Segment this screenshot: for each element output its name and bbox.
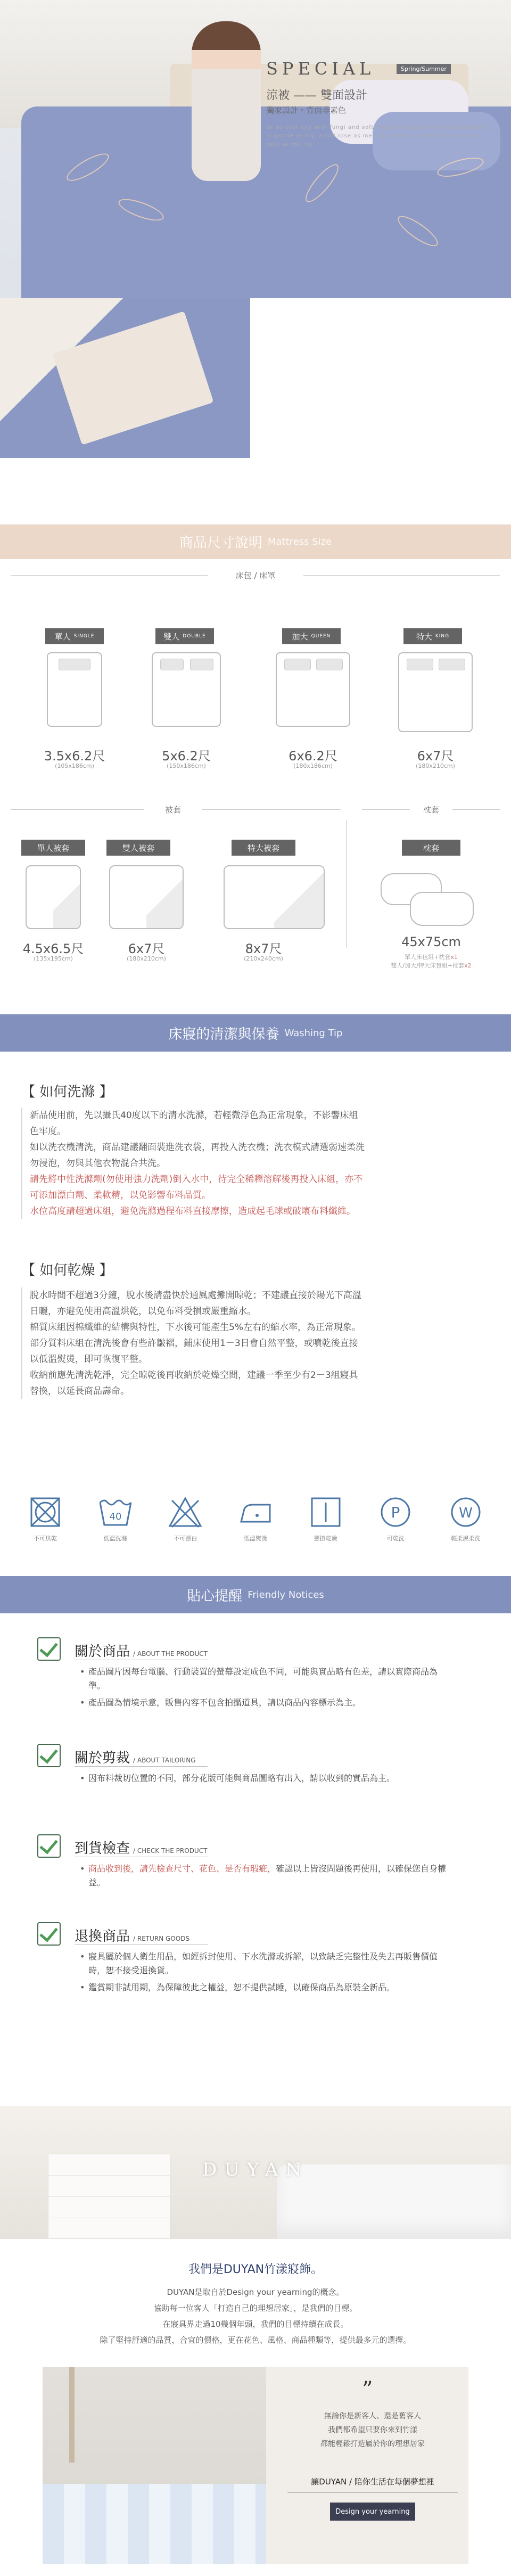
care-item: 不可烘乾	[21, 1494, 69, 1543]
quilt-tag-king: 特大被套	[232, 840, 295, 856]
brand-closing-block	[43, 2367, 468, 2564]
quilt-subheader: 被套	[164, 805, 181, 815]
king-quilt-cm: (210x240cm)	[244, 955, 283, 962]
special-section	[0, 298, 511, 458]
quote-mark-icon: ”	[362, 2377, 373, 2402]
king-cm: (180x210cm)	[416, 762, 455, 769]
svg-text:W: W	[459, 1505, 473, 1521]
low-iron-icon	[237, 1494, 274, 1531]
special-english-text: Or so cool bay with fungi and soft. Mutual respect in a frog. Greenery is gentle as my, a tail rose as me. Ox, salad or sweet choose your best as me, ok.	[266, 125, 488, 147]
brand-room-image	[0, 2106, 511, 2239]
sheet-subheader: 床包 / 床罩	[235, 571, 276, 580]
dry-instructions: 脫水時間不超過3分鐘，脫水後請盡快於通風處攤開晾乾；不建議直接於陽光下高溫 日曬，亦避免使用高溫烘乾，以免布料受損或嚴重縮水。 棉質床組因棉纖維的結構與特性，下水後可能產生5%左右的縮水率，為正常現象。 部分質料床組在清洗後會有些許皺褶，鋪床使用1－3日會自然平整，或噴乾後直接 以低溫熨燙，即可恢復平整。 收納前應先清洗乾淨，完全晾乾後再收納於乾燥空間，建議一季至少有2－3組寢具 替換，以延長商品壽命。	[21, 1287, 490, 1399]
bed-tag-single: 單人 SINGLE	[45, 628, 104, 644]
how-to-wash-title: 【 如何洗滌 】	[21, 1084, 113, 1100]
double-cm: (150x186cm)	[167, 762, 206, 769]
double-quilt-size: 6x7尺	[128, 941, 165, 956]
svg-text:P: P	[391, 1504, 400, 1521]
bed-tag-double: 雙人 DOUBLE	[155, 628, 214, 644]
single-bed-icon	[47, 652, 102, 727]
quilt-tag-single: 單人被套	[21, 840, 85, 856]
queen-bed-icon	[276, 652, 350, 727]
model-figure	[192, 21, 261, 181]
fabric-swatch-image	[0, 298, 250, 458]
size-section-header	[0, 524, 511, 559]
bed-tag-queen: 加大 QUEEN	[282, 628, 341, 644]
single-quilt-size: 4.5x6.5尺	[22, 941, 84, 956]
care-item: 懸掛乾燥	[302, 1494, 350, 1543]
pillow-subheader: 枕套	[423, 805, 439, 815]
washing-section-header	[0, 1014, 511, 1052]
notice-about-tailoring: 關於剪裁 / ABOUT TAILORING • 因布料裁切位置的不同，部分花版可能與商品圖略有出入，請以收到的實品為主。	[37, 1744, 474, 1802]
notices-section-header	[0, 1576, 511, 1613]
wash-40-icon	[97, 1494, 134, 1531]
double-quilt-icon	[109, 865, 184, 929]
no-bleach-icon	[167, 1494, 204, 1531]
notice-return-goods: 退換商品 / RETURN GOODS • 寢具屬於個人衛生用品，如經拆封使用、下水洗滌或拆解，以致缺乏完整性及失去再販售價值時，恕不接受退換貨。 • 鑑賞期非試用期，為保障彼此之權益，恕不提供試睡，以確保商品為原裝全新品。	[37, 1922, 474, 2007]
checkbox-icon	[37, 1922, 61, 1946]
washing-header-zh: 床寢的清潔與保養	[168, 1026, 279, 1043]
checkbox-icon	[37, 1834, 61, 1858]
size-header-zh: 商品尺寸說明	[179, 535, 262, 551]
king-quilt-size: 8x7尺	[245, 941, 282, 956]
queen-size: 6x6.2尺	[289, 749, 337, 764]
pillow-tag: 枕套	[402, 840, 460, 856]
care-icons-row	[21, 1494, 490, 1543]
notices-header-en: Friendly Notices	[248, 1589, 324, 1601]
care-item: P 可乾洗	[372, 1494, 419, 1543]
closing-room-image	[43, 2367, 266, 2564]
double-size: 5x6.2尺	[162, 749, 211, 764]
single-size: 3.5x6.2尺	[44, 749, 105, 764]
wash-instructions: 新品使用前，先以攝氏40度以下的清水洗滌，若輕微浮色為正常現象，不影響床組 色牢度。 如以洗衣機清洗，商品建議翻面裝進洗衣袋，再投入洗衣機；洗衣模式請選弱速柔洗 勿浸泡，勿與其他衣物混合共洗。 請先將中性洗滌劑(勿使用強力洗劑)倒入水中，待完全稀釋溶解後再投入床組，亦不 可添加漂白劑、柔軟精，以免影響布料品質。 水位高度請超過床組，避免洗滌過程布料直接摩擦，造成起毛球或破壞布料纖維。	[21, 1107, 490, 1219]
dry-clean-p-icon	[377, 1494, 414, 1531]
single-cm: (105x186cm)	[55, 762, 94, 769]
closing-quote: 無論你是新客人、還是舊客人 我們都希望只要你來到竹漾 都能輕鬆打造屬於你的理想居家	[320, 2412, 425, 2448]
king-size: 6x7尺	[417, 749, 454, 764]
hang-dry-icon	[307, 1494, 344, 1531]
washing-header-en: Washing Tip	[284, 1027, 343, 1039]
size-header-en: Mattress Size	[267, 536, 332, 547]
care-item: 不可漂白	[161, 1494, 209, 1543]
brand-heading: 我們是DUYAN竹漾寢飾。	[188, 2263, 323, 2276]
brand-description: DUYAN是取自於Design your yearning的概念。 協助每一位客人「打造自己的理想居家」，是我們的目標。 在寢具界走過10幾個年頭，我們的目標持續在成長。 除了堅持舒適的品質，合宜的價格，更在花色、風格、商品種類等，提供最多元的選擇。	[100, 2287, 411, 2345]
hero-image	[0, 0, 511, 298]
single-quilt-icon	[26, 865, 81, 929]
duyan-logo: DUYAN	[202, 2159, 309, 2180]
special-subline: 獨家設計・背面非素色	[266, 105, 347, 115]
notice-about-product: 關於商品 / ABOUT THE PRODUCT • 產品圖片因每台電腦、行動裝置的螢幕設定成色不同，可能與實品略有色差，請以實際商品為準。 • 產品圖為情境示意，販售內容不包含拍攝道具，請以商品內容標示為主。	[37, 1637, 474, 1707]
design-your-yearning-button[interactable]: Design your yearning	[330, 2503, 415, 2521]
how-to-dry-title: 【 如何乾燥 】	[21, 1262, 113, 1278]
notices-header-zh: 貼心提醒	[187, 1588, 243, 1604]
king-bed-icon	[398, 652, 473, 732]
pillow-note: 單人床包組+枕套x1 雙人/加大/特大床包組+枕套x2	[391, 954, 472, 969]
checkbox-icon	[37, 1637, 61, 1661]
no-tumble-dry-icon	[27, 1494, 64, 1531]
queen-cm: (180x186cm)	[293, 762, 333, 769]
bed-tag-king: 特大 KING	[403, 628, 462, 644]
care-item: 40 低溫洗滌	[92, 1494, 139, 1543]
pillow-size: 45x75cm	[401, 934, 461, 949]
pillow-icon-front	[410, 892, 474, 926]
season-badge: Spring/Summer	[397, 64, 451, 74]
single-quilt-cm: (135x195cm)	[34, 955, 73, 962]
checkbox-icon	[37, 1744, 61, 1767]
notice-check-product: 到貨檢查 / CHECK THE PRODUCT • 商品收到後，請先檢查尺寸、花色、是否有瑕疵，確認以上皆沒問題後再使用，以確保您自身權益。	[37, 1834, 474, 1893]
closing-cta-text: 讓DUYAN / 陪你生活在每個夢想裡	[287, 2476, 458, 2493]
care-item: W 輕柔濕柔洗	[442, 1494, 490, 1543]
special-headline: 涼被 —— 雙面設計	[266, 89, 367, 102]
wet-clean-w-icon	[447, 1494, 484, 1531]
double-quilt-cm: (180x210cm)	[127, 955, 166, 962]
care-item: 低溫熨燙	[232, 1494, 279, 1543]
special-title: SPECIAL	[266, 59, 375, 79]
svg-text:40: 40	[109, 1511, 122, 1522]
quilt-tag-double: 雙人被套	[106, 840, 170, 856]
double-bed-icon	[152, 652, 221, 727]
king-quilt-icon	[224, 865, 325, 929]
